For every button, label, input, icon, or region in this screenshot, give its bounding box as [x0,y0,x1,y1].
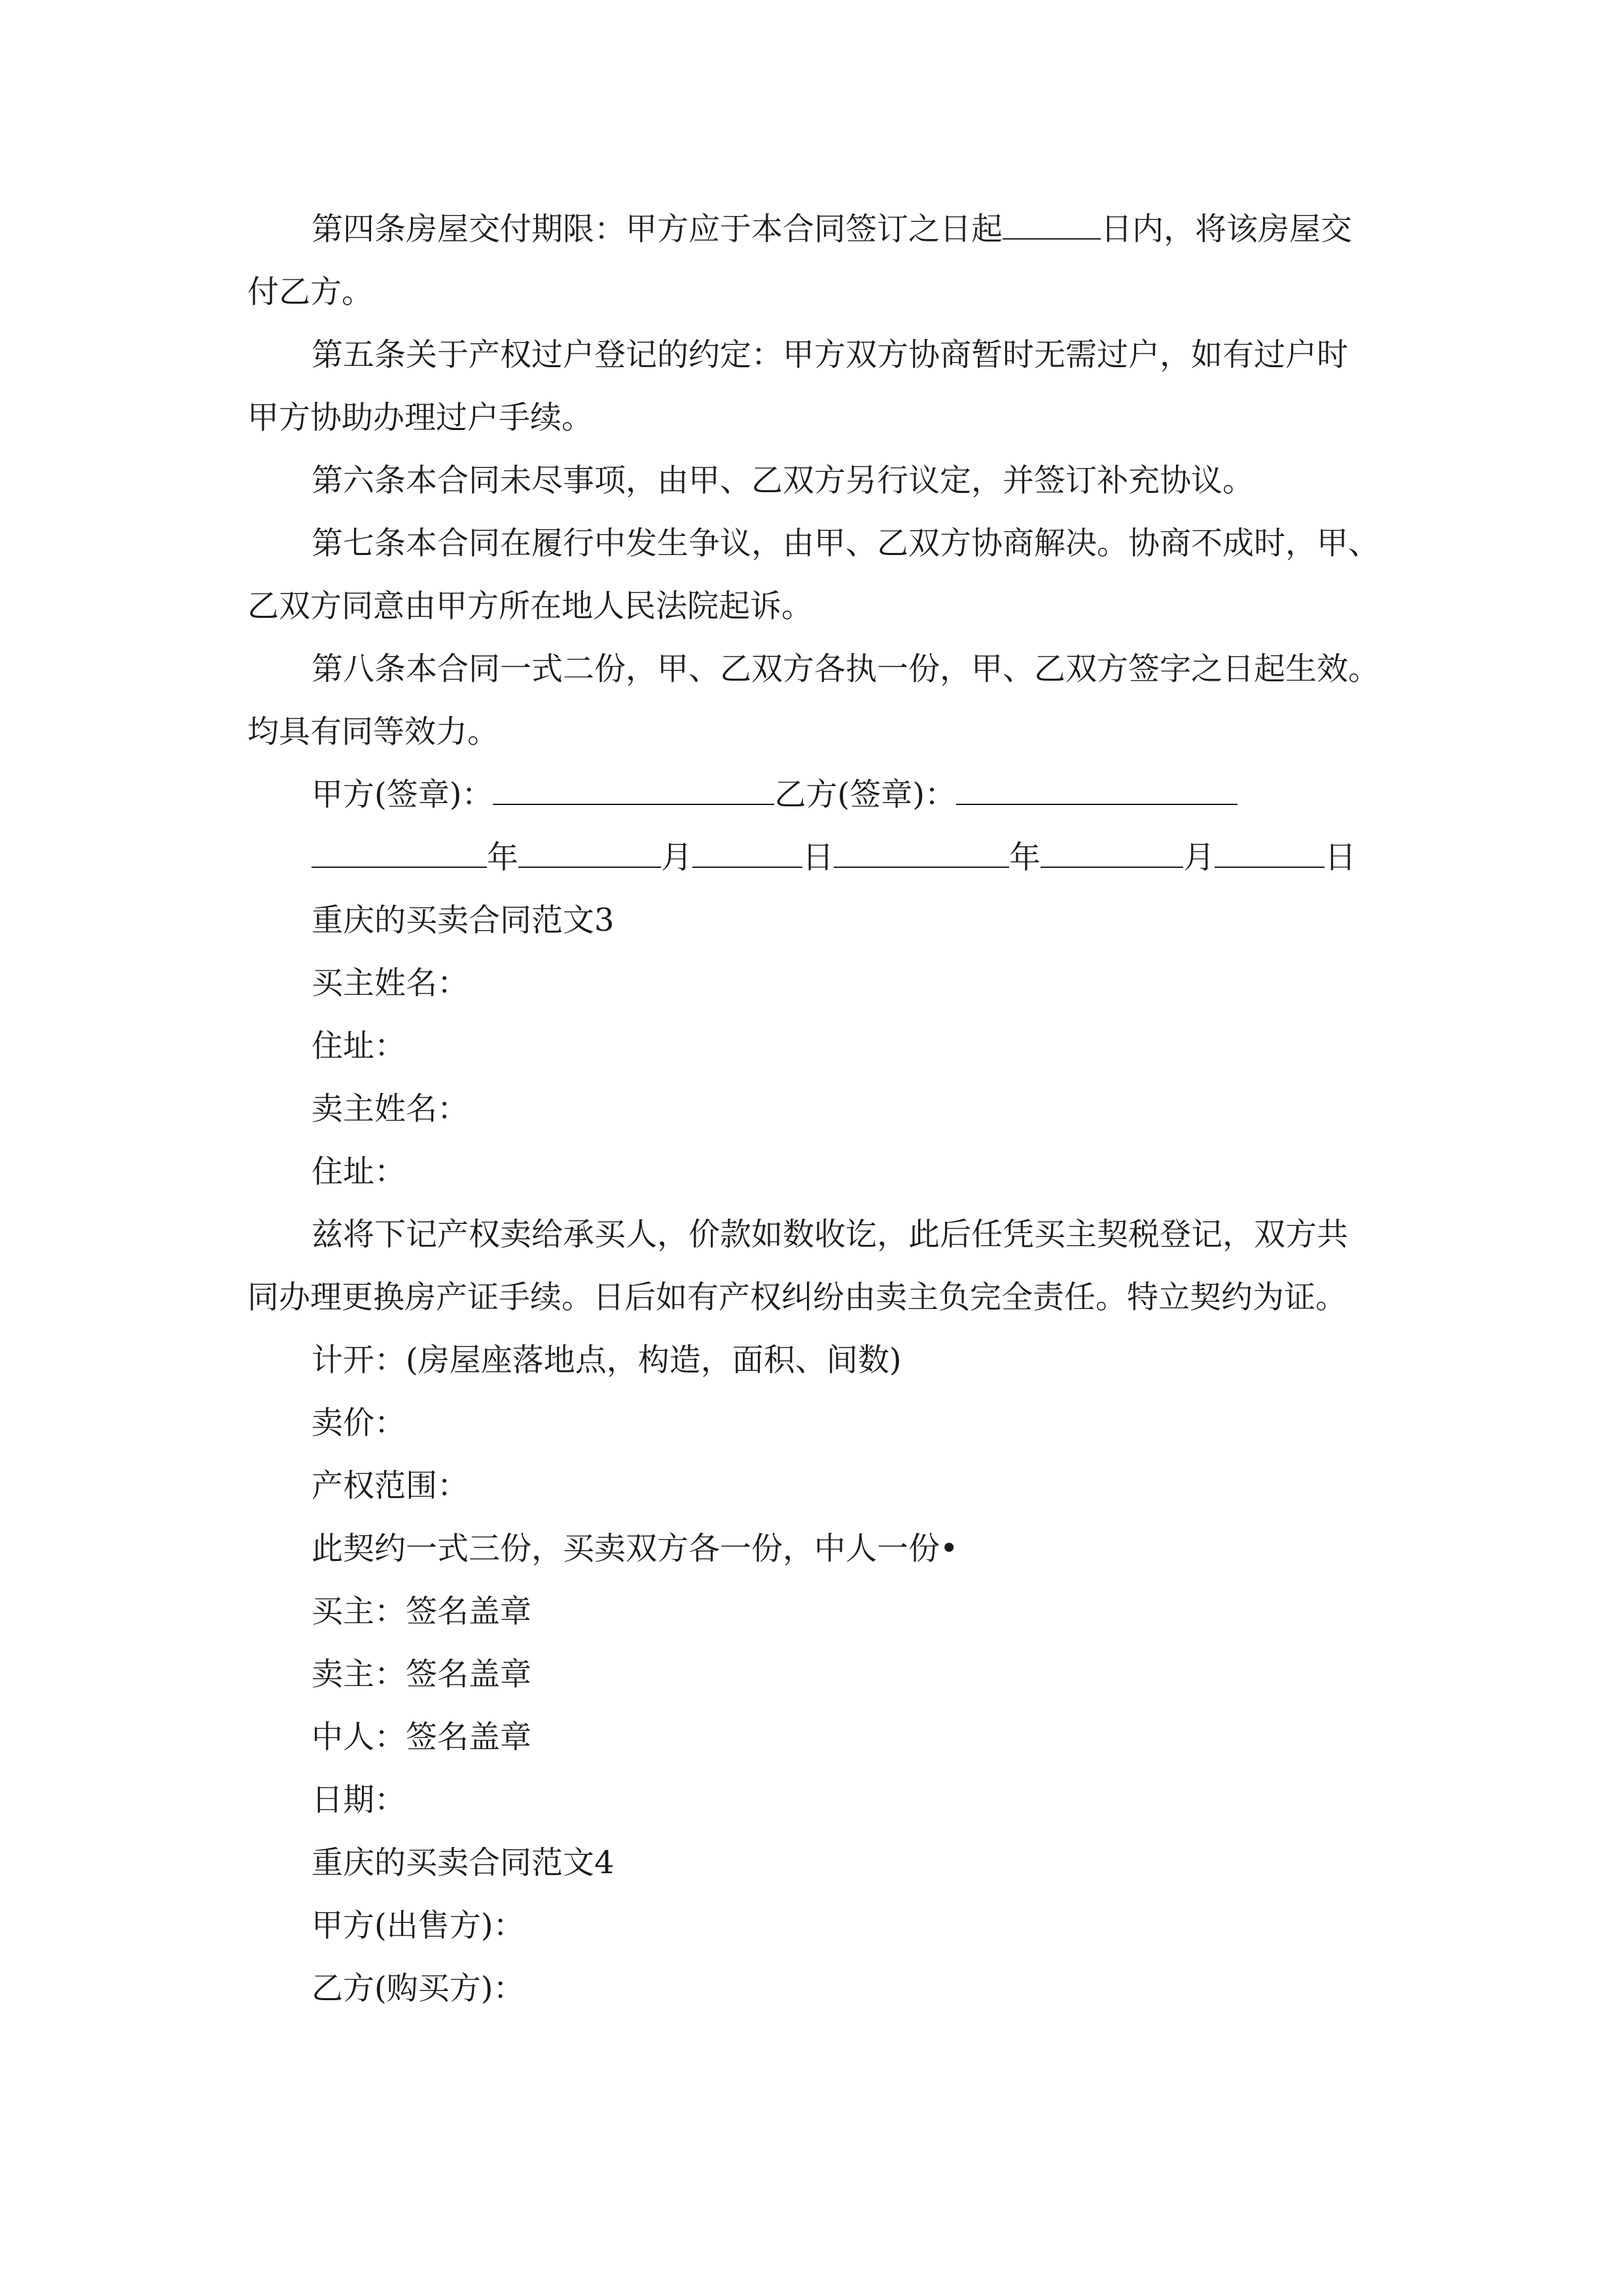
buyer-name-label: 买主姓名： [312,965,469,1001]
copies-text: 此契约一式三份，买卖双方各一份，中人一份• [312,1530,959,1567]
month-label-a: 月 [661,839,693,876]
section-3-body-line1: 兹将下记产权卖给承买人，价款如数收讫，此后任凭买主契税登记，双方共 [312,1216,1349,1253]
day-label-a: 日 [802,839,834,876]
article-4-line2: 付乙方。 [247,274,374,310]
article-8-line2: 均具有同等效力。 [247,713,499,750]
seller-signature: 卖主：签名盖章 [312,1656,532,1693]
section-3-title: 重庆的买卖合同范文3 [312,902,615,939]
days-blank [1003,209,1101,240]
article-5-line2: 甲方协助办理过户手续。 [247,399,594,436]
article-8-line1: 第八条本合同一式二份，甲、乙双方各执一份，甲、乙双方签字之日起生效。 [312,651,1380,687]
article-5-line1: 第五条关于产权过户登记的约定：甲方双方协商暂时无需过户，如有过户时 [312,336,1349,373]
year-blank-b [834,838,1009,868]
day-blank-b [1215,838,1325,868]
date-label: 日期： [312,1782,406,1818]
middleman-signature: 中人：签名盖章 [312,1719,532,1755]
date-line [312,838,1356,877]
property-detail: 计开：(房屋座落地点，构造，面积、间数) [312,1342,902,1378]
article-7-line1: 第七条本合同在履行中发生争议，由甲、乙双方协商解决。协商不成时，甲、 [312,525,1380,562]
price-label: 卖价： [312,1405,406,1441]
year-blank-a [312,838,487,868]
scope-label: 产权范围： [312,1467,469,1504]
article-4-line1 [312,209,1352,249]
year-label-b: 年 [1009,839,1041,876]
section-4-title: 重庆的买卖合同范文4 [312,1844,615,1881]
year-label-a: 年 [487,839,519,876]
seller-party-label: 甲方(出售方)： [312,1907,525,1944]
article-4-text-cont: 日内，将该房屋交 [1101,211,1353,247]
article-6-line: 第六条本合同未尽事项，由甲、乙双方另行议定，并签订补充协议。 [312,462,1255,499]
day-label-b: 日 [1325,839,1357,876]
buyer-party-label: 乙方(购买方)： [312,1970,525,2007]
article-4-text: 第四条房屋交付期限：甲方应于本合同签订之日起 [312,211,1003,247]
party-a-blank [493,775,774,805]
buyer-signature: 买主：签名盖章 [312,1593,532,1630]
seller-address-label: 住址： [312,1153,406,1190]
month-blank-a [518,838,661,868]
month-blank-b [1041,838,1183,868]
section-3-body-line2: 同办理更换房产证手续。日后如有产权纠纷由卖主负完全责任。特立契约为证。 [247,1279,1347,1316]
seller-name-label: 卖主姓名： [312,1090,469,1127]
signature-line [312,775,1238,814]
day-blank-a [692,838,802,868]
month-label-b: 月 [1183,839,1215,876]
party-b-label: 乙方(签章)： [774,776,956,813]
party-a-label: 甲方(签章)： [312,776,493,813]
buyer-address-label: 住址： [312,1028,406,1064]
party-b-blank [956,775,1238,805]
article-7-line2: 乙双方同意由甲方所在地人民法院起诉。 [247,588,813,624]
